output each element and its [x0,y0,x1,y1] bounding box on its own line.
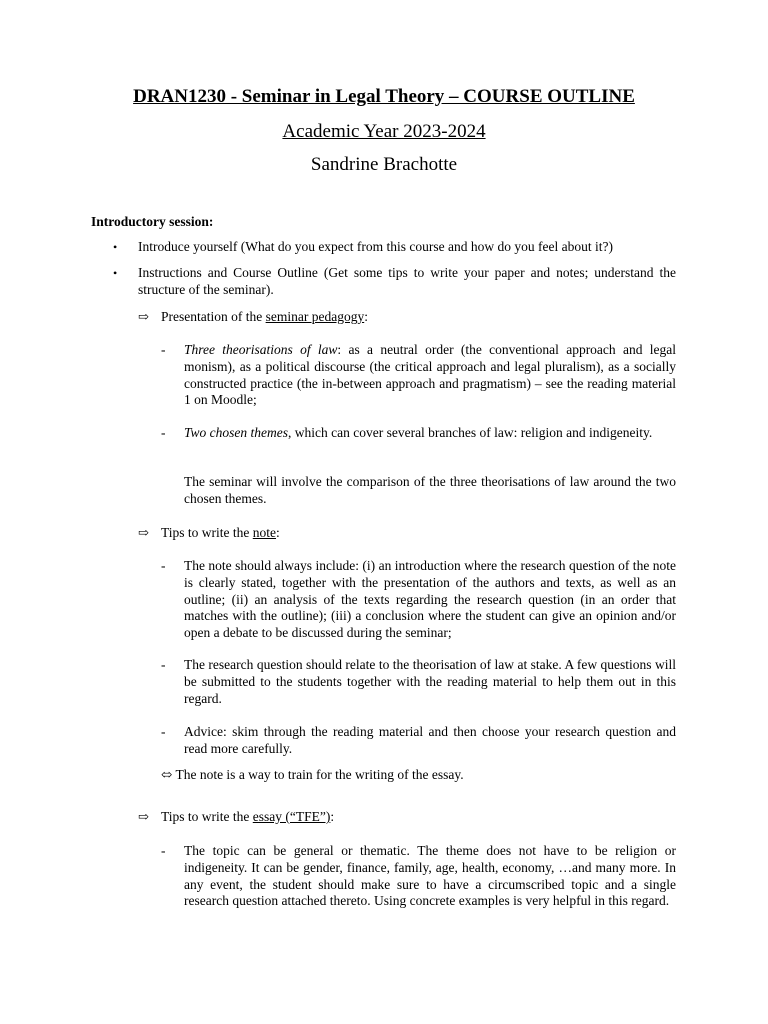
pedagogy-item-2-rest: , which can cover several branches of law: religion and indigeneity. [288,425,653,440]
pedagogy-item-1-rest: : as a neutral order (the conventional approach and legal monism), as a political discourse (the critical approach and legal pluralism), as a socially constructed practice (the in-between approach and pragmatism) – see the reading material 1 on Moodle; [184,342,676,408]
bullet-icon: • [113,240,118,254]
bullet-icon: • [113,266,118,280]
pedagogy-heading [161,309,368,326]
pedagogy-paragraph: The seminar will involve the comparison of the three theorisations of law around the two chosen themes. [184,474,676,506]
pedagogy-heading-link: seminar pedagogy [265,309,365,324]
dash-icon: - [161,843,166,858]
pedagogy-item-2 [184,425,676,442]
note-heading [161,525,280,542]
note-heading-pre: Tips to write the [161,525,253,540]
essay-item-1: The topic can be general or thematic. The theme does not have to be religion or indigeneity. It can be gender, finance, family, age, health, economy, …and many more. In any event, the student should make sure to have a circumscribed topic and a single research question attached thereto. Using concrete examples is very helpful in this regard. [184,843,676,909]
dash-icon: - [161,558,166,573]
note-conclusion-text: The note is a way to train for the writing of the essay. [175,767,464,782]
academic-year: Academic Year 2023-2024 [282,121,486,142]
intro-bullet-2: Instructions and Course Outline (Get some tips to write your paper and notes; understand the structure of the seminar). [138,265,676,297]
note-item-1: The note should always include: (i) an introduction where the research question of the note is clearly stated, together with the presentation of the authors and texts, as well as an outline; (ii) an analysis of the texts regarding the research question (in an order that matches with the outline); (iii) a conclusion where the student can give an opinion and/or open a debate to be discussed during the seminar; [184,558,676,641]
author-name: Sandrine Brachotte [310,154,458,175]
dash-icon: - [161,657,166,672]
note-item-3: Advice: skim through the reading material and then choose your research question and read more carefully. [184,724,676,756]
note-heading-post: : [276,525,280,540]
note-heading-link: note [252,525,277,540]
essay-heading-link: essay (“TFE”) [252,809,331,824]
essay-heading [161,809,334,826]
section-heading-intro: Introductory session: [91,214,214,229]
arrow-icon: ⇨ [138,525,149,540]
pedagogy-heading-pre: Presentation of the [161,309,266,324]
dash-icon: - [161,724,166,739]
pedagogy-item-1 [184,342,676,409]
pedagogy-item-1-italic: Three theorisations of law [184,342,338,357]
intro-bullet-1: Introduce yourself (What do you expect from this course and how do you feel about it?) [138,239,613,254]
arrow-icon: ⇨ [138,809,149,824]
essay-heading-pre: Tips to write the [161,809,253,824]
note-item-2: The research question should relate to the theorisation of law at stake. A few questions will be submitted to the students together with the reading material to help them out in this regard. [184,657,676,706]
essay-heading-post: : [330,809,335,824]
dash-icon: - [161,425,166,440]
course-title: DRAN1230 - Seminar in Legal Theory – COURSE OUTLINE [133,86,635,107]
pedagogy-heading-post: : [364,309,368,324]
dash-icon: - [161,342,166,357]
note-conclusion [161,767,464,784]
arrow-icon: ⇨ [138,309,149,324]
pedagogy-item-2-italic: Two chosen themes [184,425,288,440]
double-arrow-icon: ⬄ [161,767,173,782]
